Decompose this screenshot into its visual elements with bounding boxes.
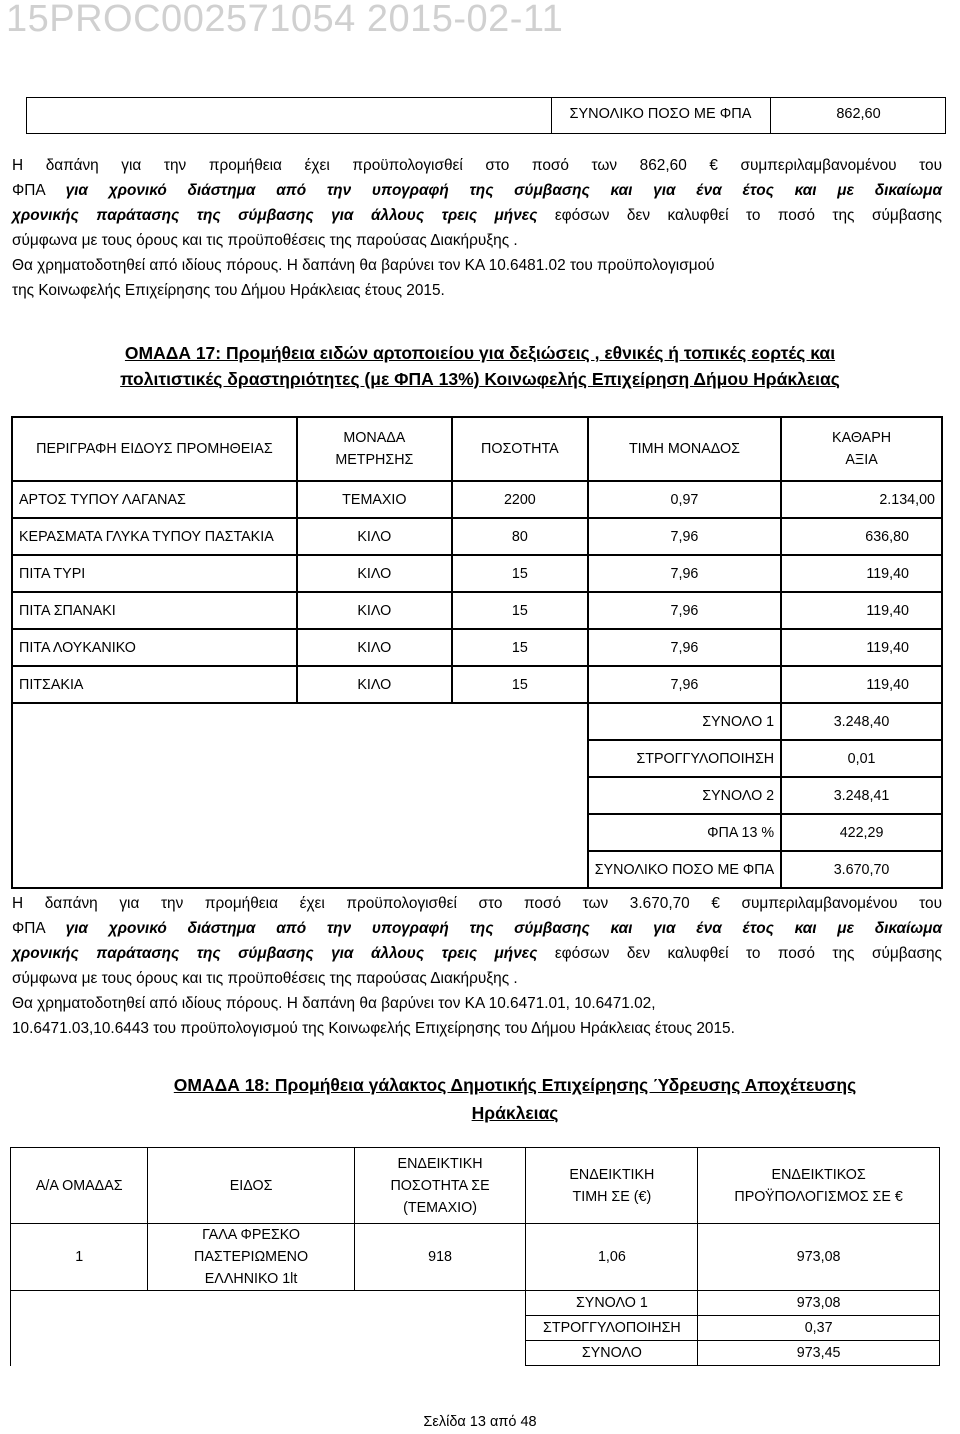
table-row: ΑΡΤΟΣ ΤΥΠΟΥ ΛΑΓΑΝΑΣ ΤΕΜΑΧΙΟ 2200 0,97 2.134,00 bbox=[12, 481, 942, 518]
para1-line5: Θα χρηματοδοτηθεί από ιδίους πόρους. Η δαπάνη θα βαρύνει τον ΚΑ 10.6481.02 του προϋπολογισμού bbox=[12, 257, 715, 274]
page-number: Σελίδα 13 από 48 bbox=[423, 1414, 537, 1430]
para1-line6: της Κοινωφελής Επιχείρησης του Δήμου Ηράκλειας έτους 2015. bbox=[12, 282, 445, 299]
table-row: ΠΙΤΑ ΣΠΑΝΑΚΙ ΚΙΛΟ 15 7,96 119,40 bbox=[12, 592, 942, 629]
group17-header: ΠΕΡΙΓΡΑΦΗ ΕΙΔΟΥΣ ΠΡΟΜΗΘΕΙΑΣ bbox=[12, 417, 297, 481]
para2-line2: ΦΠΑ για χρονικό διάστημα από την υπογραφή της σύμβασης και για ένα έτος και με δικαίωμα bbox=[12, 920, 942, 937]
group18-header: ΕΝΔΕΙΚΤΙΚΗ ΠΟΣΟΤΗΤΑ ΣΕ (ΤΕΜΑΧΙΟ) bbox=[354, 1148, 526, 1224]
table-row: ΚΕΡΑΣΜΑΤΑ ΓΛΥΚΑ ΤΥΠΟΥ ΠΑΣΤΑΚΙΑ ΚΙΛΟ 80 7,96 636,80 bbox=[12, 518, 942, 555]
group18-header: ΕΝΔΕΙΚΤΙΚΗ ΤΙΜΗ ΣΕ (€) bbox=[526, 1148, 698, 1224]
top-total-label: ΣΥΝΟΛΙΚΟ ΠΟΣΟ ΜΕ ΦΠΑ bbox=[569, 106, 752, 122]
total-row: ΣΤΡΟΓΓΥΛΟΠΟΙΗΣΗ 0,37 bbox=[11, 1316, 940, 1341]
para1-line4: σύμφωνα με τους όρους και τις προϋποθέσεις της παρούσας Διακήρυξης . bbox=[12, 232, 518, 249]
para1-line1: Η δαπάνη για την προμήθεια έχει προϋπολογισθεί στο ποσό των 862,60 € συμπεριλαμβανομένου του bbox=[12, 157, 942, 174]
top-total-table bbox=[26, 97, 946, 134]
total-row: ΣΤΡΟΓΓΥΛΟΠΟΙΗΣΗ 0,01 bbox=[12, 740, 942, 777]
paragraph-2 bbox=[12, 891, 942, 1041]
table-row: ΠΙΤΑ ΤΥΡΙ ΚΙΛΟ 15 7,96 119,40 bbox=[12, 555, 942, 592]
total-row: ΣΥΝΟΛΙΚΟ ΠΟΣΟ ΜΕ ΦΠΑ 3.670,70 bbox=[12, 851, 942, 888]
total-row: ΦΠΑ 13 % 422,29 bbox=[12, 814, 942, 851]
para2-line3: χρονικής παράτασης της σύμβασης για άλλους τρεις μήνες εφόσων δεν καλυφθεί το ποσό της σύμβασης bbox=[12, 945, 942, 962]
watermark-text: 15PROC002571054 2015-02-11 bbox=[6, 0, 564, 40]
group17-header: ΠΟΣΟΤΗΤΑ bbox=[452, 417, 588, 481]
table-row: ΠΙΤΑ ΛΟΥΚΑΝΙΚΟ ΚΙΛΟ 15 7,96 119,40 bbox=[12, 629, 942, 666]
table-row: 1 ΓΑΛΑ ΦΡΕΣΚΟ ΠΑΣΤΕΡΙΩΜΕΝΟ ΕΛΛΗΝΙΚΟ 1lt 918 1,06 973,08 bbox=[11, 1224, 940, 1291]
table-row: ΠΙΤΣΑΚΙΑ ΚΙΛΟ 15 7,96 119,40 bbox=[12, 666, 942, 703]
group17-header: ΚΑΘΑΡΗ ΑΞΙΑ bbox=[781, 417, 942, 481]
para2-line1: Η δαπάνη για την προμήθεια έχει προϋπολογισθεί στο ποσό των 3.670,70 € συμπεριλαμβανομένου του bbox=[12, 895, 942, 912]
group18-header-row bbox=[11, 1148, 940, 1224]
group17-header-row bbox=[12, 417, 942, 481]
para2-line5: Θα χρηματοδοτηθεί από ιδίους πόρους. Η δαπάνη θα βαρύνει τον ΚΑ 10.6471.01, 10.6471.02, bbox=[12, 995, 656, 1012]
group17-header: ΤΙΜΗ ΜΟΝΑΔΟΣ bbox=[588, 417, 781, 481]
para2-line4: σύμφωνα με τους όρους και τις προϋποθέσεις της παρούσας Διακήρυξης . bbox=[12, 970, 518, 987]
group18-table bbox=[10, 1147, 940, 1372]
para2-line6: 10.6471.03,10.6443 του προϋπολογισμού της Κοινωφελής Επιχείρησης του Δήμου Ηράκλειας έτους 2015. bbox=[12, 1020, 735, 1037]
group18-header: Α/Α ΟΜΑΔΑΣ bbox=[11, 1148, 148, 1224]
para1-line2: ΦΠΑ για χρονικό διάστημα από την υπογραφή της σύμβασης και για ένα έτος και με δικαίωμα bbox=[12, 182, 942, 199]
group17-title: ΟΜΑΔΑ 17: Προμήθεια ειδών αρτοποιείου για δεξιώσεις , εθνικές ή τοπικές εορτές και πολιτιστικές δραστηριότητες (με ΦΠΑ 13%) Κοινωφελής Επιχείρηση Δήμου Ηράκλειας bbox=[120, 343, 840, 389]
total-row: ΣΥΝΟΛΟ 1 3.248,40 bbox=[12, 703, 942, 740]
para1-line3: χρονικής παράτασης της σύμβασης για άλλους τρεις μήνες εφόσων δεν καλυφθεί το ποσό της σύμβασης bbox=[12, 207, 942, 224]
group18-header: ΕΝΔΕΙΚΤΙΚΟΣ ΠΡΟΫΠΟΛΟΓΙΣΜΟΣ ΣΕ € bbox=[698, 1148, 940, 1224]
total-row: ΣΥΝΟΛΟ 2 3.248,41 bbox=[12, 777, 942, 814]
total-row: ΣΥΝΟΛΟ 1 973,08 bbox=[11, 1291, 940, 1316]
group17-header: ΜΟΝΑΔΑ ΜΕΤΡΗΣΗΣ bbox=[297, 417, 452, 481]
total-row: ΣΥΝΟΛΟ 973,45 bbox=[11, 1341, 940, 1366]
paragraph-1 bbox=[12, 153, 942, 303]
top-total-value: 862,60 bbox=[836, 106, 881, 122]
group17-table bbox=[11, 416, 943, 889]
group18-header: ΕΙΔΟΣ bbox=[148, 1148, 354, 1224]
group18-title: ΟΜΑΔΑ 18: Προμήθεια γάλακτος Δημοτικής Επιχείρησης Ύδρευσης Αποχέτευσης Ηράκλειας bbox=[173, 1075, 857, 1123]
